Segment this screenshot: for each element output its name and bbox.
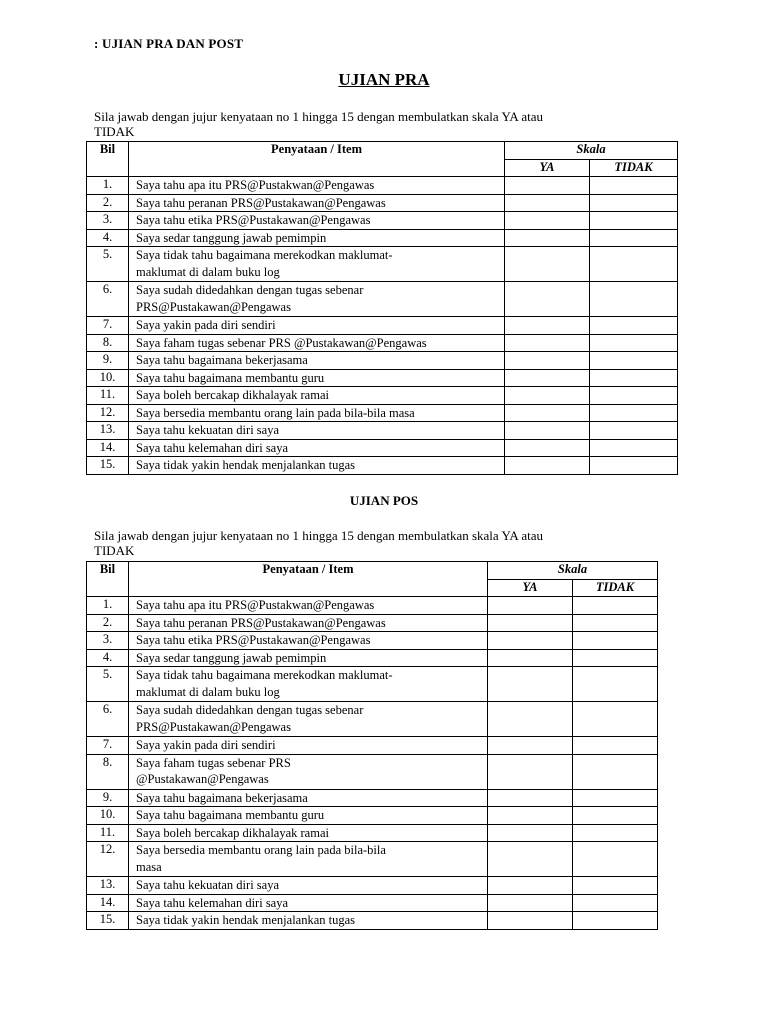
item-text-line: Saya yakin pada diri sendiri bbox=[136, 318, 276, 332]
table-row bbox=[87, 614, 658, 632]
ya-answer-cell[interactable] bbox=[488, 877, 573, 895]
item-statement bbox=[129, 702, 488, 737]
ya-answer-cell[interactable] bbox=[488, 754, 573, 789]
tidak-header: TIDAK bbox=[590, 160, 678, 177]
table-row bbox=[87, 457, 678, 475]
table-row bbox=[87, 894, 658, 912]
row-number: 6. bbox=[87, 702, 129, 737]
ya-answer-cell[interactable] bbox=[488, 842, 573, 877]
pra-instruction bbox=[94, 109, 654, 139]
row-number: 15. bbox=[87, 457, 129, 475]
item-text-line: Saya sedar tanggung jawab pemimpin bbox=[136, 230, 327, 245]
tidak-answer-cell[interactable] bbox=[590, 439, 678, 457]
item-text-line: Saya yakin pada diri sendiri bbox=[136, 738, 276, 752]
row-number: 9. bbox=[87, 789, 129, 807]
row-number: 3. bbox=[87, 632, 129, 650]
item-statement bbox=[129, 807, 488, 825]
table-row bbox=[87, 667, 658, 702]
tidak-answer-cell[interactable] bbox=[590, 212, 678, 230]
row-number: 8. bbox=[87, 754, 129, 789]
bil-header: Bil bbox=[87, 142, 129, 177]
row-number: 1. bbox=[87, 177, 129, 195]
row-number: 7. bbox=[87, 737, 129, 755]
table-row bbox=[87, 177, 678, 195]
ya-answer-cell[interactable] bbox=[505, 369, 590, 387]
row-number: 7. bbox=[87, 317, 129, 335]
tidak-answer-cell[interactable] bbox=[573, 842, 658, 877]
skala-header: Skala bbox=[505, 142, 678, 160]
row-number: 10. bbox=[87, 807, 129, 825]
item-text-line: Saya faham tugas sebenar PRS @Pustakawan@Pengawas bbox=[136, 335, 427, 350]
row-number: 9. bbox=[87, 352, 129, 370]
tidak-answer-cell[interactable] bbox=[590, 387, 678, 405]
item-statement bbox=[129, 754, 488, 789]
ya-answer-cell[interactable] bbox=[488, 649, 573, 667]
table-row bbox=[87, 702, 658, 737]
row-number: 3. bbox=[87, 212, 129, 230]
item-header: Penyataan / Item bbox=[129, 142, 505, 177]
tidak-answer-cell[interactable] bbox=[590, 422, 678, 440]
row-number: 13. bbox=[87, 877, 129, 895]
tidak-answer-cell[interactable] bbox=[573, 597, 658, 615]
item-text-line: maklumat di dalam buku log bbox=[136, 684, 280, 699]
row-number: 4. bbox=[87, 649, 129, 667]
pos-table-body bbox=[87, 597, 658, 930]
item-statement bbox=[129, 597, 488, 615]
item-text-line: Saya tahu apa itu PRS@Pustakwan@Pengawas bbox=[136, 598, 375, 612]
item-statement bbox=[129, 282, 505, 317]
tidak-answer-cell[interactable] bbox=[573, 754, 658, 789]
item-text-line: @Pustakawan@Pengawas bbox=[136, 772, 269, 786]
table-row bbox=[87, 369, 678, 387]
item-statement bbox=[129, 824, 488, 842]
pra-instruction-line1: Sila jawab dengan jujur kenyataan no 1 hingga 15 dengan membulatkan skala YA atau bbox=[94, 109, 543, 124]
tidak-answer-cell[interactable] bbox=[573, 649, 658, 667]
ya-answer-cell[interactable] bbox=[505, 457, 590, 475]
ya-header: YA bbox=[488, 580, 573, 597]
row-number: 6. bbox=[87, 282, 129, 317]
table-row bbox=[87, 824, 658, 842]
row-number: 13. bbox=[87, 422, 129, 440]
table-row bbox=[87, 842, 658, 877]
tidak-answer-cell[interactable] bbox=[573, 894, 658, 912]
table-row bbox=[87, 877, 658, 895]
ya-answer-cell[interactable] bbox=[505, 334, 590, 352]
ya-answer-cell[interactable] bbox=[488, 737, 573, 755]
tidak-answer-cell[interactable] bbox=[590, 317, 678, 335]
item-text-line: Saya tahu peranan PRS@Pustakawan@Pengawas bbox=[136, 195, 386, 210]
table-row bbox=[87, 212, 678, 230]
item-text-line: Saya tahu bagaimana membantu guru bbox=[136, 370, 325, 385]
table-row bbox=[87, 649, 658, 667]
item-statement bbox=[129, 912, 488, 930]
pos-instruction-line2: TIDAK bbox=[94, 543, 135, 558]
item-text-line: Saya sudah didedahkan dengan tugas sebenar bbox=[136, 703, 364, 717]
row-number: 2. bbox=[87, 614, 129, 632]
item-text-line: Saya bersedia membantu orang lain pada bila-bila bbox=[136, 843, 386, 857]
tidak-answer-cell[interactable] bbox=[590, 229, 678, 247]
ya-answer-cell[interactable] bbox=[505, 387, 590, 405]
item-text-line: PRS@Pustakawan@Pengawas bbox=[136, 299, 291, 314]
item-text-line: masa bbox=[136, 859, 162, 874]
ya-answer-cell[interactable] bbox=[505, 177, 590, 195]
item-statement bbox=[129, 387, 505, 405]
ya-answer-cell[interactable] bbox=[505, 352, 590, 370]
tidak-answer-cell[interactable] bbox=[590, 369, 678, 387]
table-row bbox=[87, 737, 658, 755]
ya-answer-cell[interactable] bbox=[488, 614, 573, 632]
item-statement bbox=[129, 404, 505, 422]
item-statement bbox=[129, 877, 488, 895]
item-text-line: Saya sudah didedahkan dengan tugas sebenar bbox=[136, 283, 364, 297]
item-statement bbox=[129, 334, 505, 352]
row-number: 15. bbox=[87, 912, 129, 930]
table-row bbox=[87, 439, 678, 457]
item-text-line: Saya tahu kelemahan diri saya bbox=[136, 440, 289, 455]
item-text-line: Saya tahu etika PRS@Pustakawan@Pengawas bbox=[136, 633, 371, 647]
table-row bbox=[87, 912, 658, 930]
ya-answer-cell[interactable] bbox=[488, 632, 573, 650]
item-statement bbox=[129, 212, 505, 230]
table-row bbox=[87, 352, 678, 370]
item-text-line: Saya tahu peranan PRS@Pustakawan@Pengawas bbox=[136, 615, 386, 630]
table-row bbox=[87, 754, 658, 789]
tidak-answer-cell[interactable] bbox=[573, 824, 658, 842]
item-statement bbox=[129, 317, 505, 335]
tidak-answer-cell[interactable] bbox=[590, 334, 678, 352]
pos-instruction-line1: Sila jawab dengan jujur kenyataan no 1 hingga 15 dengan membulatkan skala YA atau bbox=[94, 528, 543, 543]
ya-answer-cell[interactable] bbox=[488, 912, 573, 930]
item-text-line: Saya tahu bagaimana bekerjasama bbox=[136, 790, 308, 805]
item-header: Penyataan / Item bbox=[129, 562, 488, 597]
ya-answer-cell[interactable] bbox=[488, 807, 573, 825]
row-number: 12. bbox=[87, 842, 129, 877]
ya-answer-cell[interactable] bbox=[505, 194, 590, 212]
item-text-line: Saya tahu bagaimana membantu guru bbox=[136, 808, 325, 822]
item-statement bbox=[129, 667, 488, 702]
item-text-line: Saya tahu etika PRS@Pustakawan@Pengawas bbox=[136, 213, 371, 227]
tidak-answer-cell[interactable] bbox=[590, 457, 678, 475]
item-text-line: Saya tidak yakin hendak menjalankan tugas bbox=[136, 458, 356, 472]
tidak-answer-cell[interactable] bbox=[573, 702, 658, 737]
item-text-line: maklumat di dalam buku log bbox=[136, 264, 280, 279]
ya-answer-cell[interactable] bbox=[488, 894, 573, 912]
tidak-answer-cell[interactable] bbox=[590, 352, 678, 370]
row-number: 11. bbox=[87, 387, 129, 405]
item-text-line: Saya boleh bercakap dikhalayak ramai bbox=[136, 825, 329, 840]
ya-answer-cell[interactable] bbox=[505, 439, 590, 457]
pra-questionnaire-table bbox=[86, 141, 678, 475]
table-row bbox=[87, 597, 658, 615]
item-text-line: Saya tahu bagaimana bekerjasama bbox=[136, 353, 308, 367]
table-row bbox=[87, 247, 678, 282]
item-text-line: Saya boleh bercakap dikhalayak ramai bbox=[136, 388, 329, 402]
item-statement bbox=[129, 632, 488, 650]
ya-answer-cell[interactable] bbox=[488, 667, 573, 702]
item-text-line: Saya tidak tahu bagaimana merekodkan maklumat- bbox=[136, 248, 393, 262]
tidak-answer-cell[interactable] bbox=[573, 614, 658, 632]
ya-answer-cell[interactable] bbox=[505, 247, 590, 282]
ya-answer-cell[interactable] bbox=[505, 317, 590, 335]
row-number: 10. bbox=[87, 369, 129, 387]
item-text-line: Saya bersedia membantu orang lain pada bila-bila masa bbox=[136, 405, 415, 420]
item-text-line: Saya tahu apa itu PRS@Pustakwan@Pengawas bbox=[136, 178, 375, 192]
tidak-answer-cell[interactable] bbox=[573, 632, 658, 650]
row-number: 14. bbox=[87, 894, 129, 912]
item-statement bbox=[129, 229, 505, 247]
table-row bbox=[87, 404, 678, 422]
table-row bbox=[87, 632, 658, 650]
tidak-answer-cell[interactable] bbox=[573, 737, 658, 755]
item-statement bbox=[129, 842, 488, 877]
item-statement bbox=[129, 177, 505, 195]
row-number: 12. bbox=[87, 404, 129, 422]
table-row bbox=[87, 282, 678, 317]
item-text-line: Saya tidak yakin hendak menjalankan tugas bbox=[136, 913, 356, 927]
row-number: 11. bbox=[87, 824, 129, 842]
item-text-line: PRS@Pustakawan@Pengawas bbox=[136, 719, 291, 734]
item-statement bbox=[129, 614, 488, 632]
ya-header: YA bbox=[505, 160, 590, 177]
pra-instruction-line2: TIDAK bbox=[94, 124, 135, 139]
pra-table-body bbox=[87, 177, 678, 475]
tidak-answer-cell[interactable] bbox=[573, 807, 658, 825]
item-text-line: Saya tahu kekuatan diri saya bbox=[136, 423, 280, 437]
ya-answer-cell[interactable] bbox=[505, 422, 590, 440]
table-row bbox=[87, 807, 658, 825]
row-number: 4. bbox=[87, 229, 129, 247]
table-row bbox=[87, 194, 678, 212]
row-number: 5. bbox=[87, 667, 129, 702]
table-row bbox=[87, 334, 678, 352]
ya-answer-cell[interactable] bbox=[505, 212, 590, 230]
table-row bbox=[87, 317, 678, 335]
item-statement bbox=[129, 649, 488, 667]
item-text-line: Saya faham tugas sebenar PRS bbox=[136, 755, 291, 770]
tidak-answer-cell[interactable] bbox=[573, 789, 658, 807]
item-text-line: Saya tahu kelemahan diri saya bbox=[136, 895, 289, 910]
pra-title: UJIAN PRA bbox=[338, 70, 430, 89]
bil-header: Bil bbox=[87, 562, 129, 597]
ya-answer-cell[interactable] bbox=[488, 702, 573, 737]
ya-answer-cell[interactable] bbox=[505, 229, 590, 247]
item-statement bbox=[129, 369, 505, 387]
tidak-answer-cell[interactable] bbox=[573, 667, 658, 702]
table-row bbox=[87, 229, 678, 247]
ya-answer-cell[interactable] bbox=[505, 404, 590, 422]
item-statement bbox=[129, 247, 505, 282]
row-number: 2. bbox=[87, 194, 129, 212]
item-statement bbox=[129, 457, 505, 475]
skala-header: Skala bbox=[488, 562, 658, 580]
item-statement bbox=[129, 194, 505, 212]
item-statement bbox=[129, 737, 488, 755]
table-row bbox=[87, 789, 658, 807]
row-number: 8. bbox=[87, 334, 129, 352]
tidak-answer-cell[interactable] bbox=[573, 912, 658, 930]
tidak-answer-cell[interactable] bbox=[590, 282, 678, 317]
pos-instruction bbox=[94, 528, 654, 558]
tidak-answer-cell[interactable] bbox=[590, 404, 678, 422]
item-statement bbox=[129, 894, 488, 912]
item-text-line: Saya tidak tahu bagaimana merekodkan maklumat- bbox=[136, 668, 393, 682]
item-statement bbox=[129, 352, 505, 370]
pos-questionnaire-table bbox=[86, 561, 658, 930]
item-statement bbox=[129, 789, 488, 807]
tidak-answer-cell[interactable] bbox=[590, 194, 678, 212]
row-number: 5. bbox=[87, 247, 129, 282]
ya-answer-cell[interactable] bbox=[488, 597, 573, 615]
tidak-answer-cell[interactable] bbox=[573, 877, 658, 895]
pos-title: UJIAN POS bbox=[349, 493, 419, 508]
ya-answer-cell[interactable] bbox=[505, 282, 590, 317]
document-header: : UJIAN PRA DAN POST bbox=[94, 36, 244, 51]
tidak-answer-cell[interactable] bbox=[590, 177, 678, 195]
tidak-header: TIDAK bbox=[573, 580, 658, 597]
row-number: 1. bbox=[87, 597, 129, 615]
item-text-line: Saya tahu kekuatan diri saya bbox=[136, 878, 280, 892]
item-statement bbox=[129, 439, 505, 457]
ya-answer-cell[interactable] bbox=[488, 789, 573, 807]
ya-answer-cell[interactable] bbox=[488, 824, 573, 842]
table-row bbox=[87, 422, 678, 440]
tidak-answer-cell[interactable] bbox=[590, 247, 678, 282]
table-row bbox=[87, 387, 678, 405]
item-text-line: Saya sedar tanggung jawab pemimpin bbox=[136, 650, 327, 665]
row-number: 14. bbox=[87, 439, 129, 457]
item-statement bbox=[129, 422, 505, 440]
